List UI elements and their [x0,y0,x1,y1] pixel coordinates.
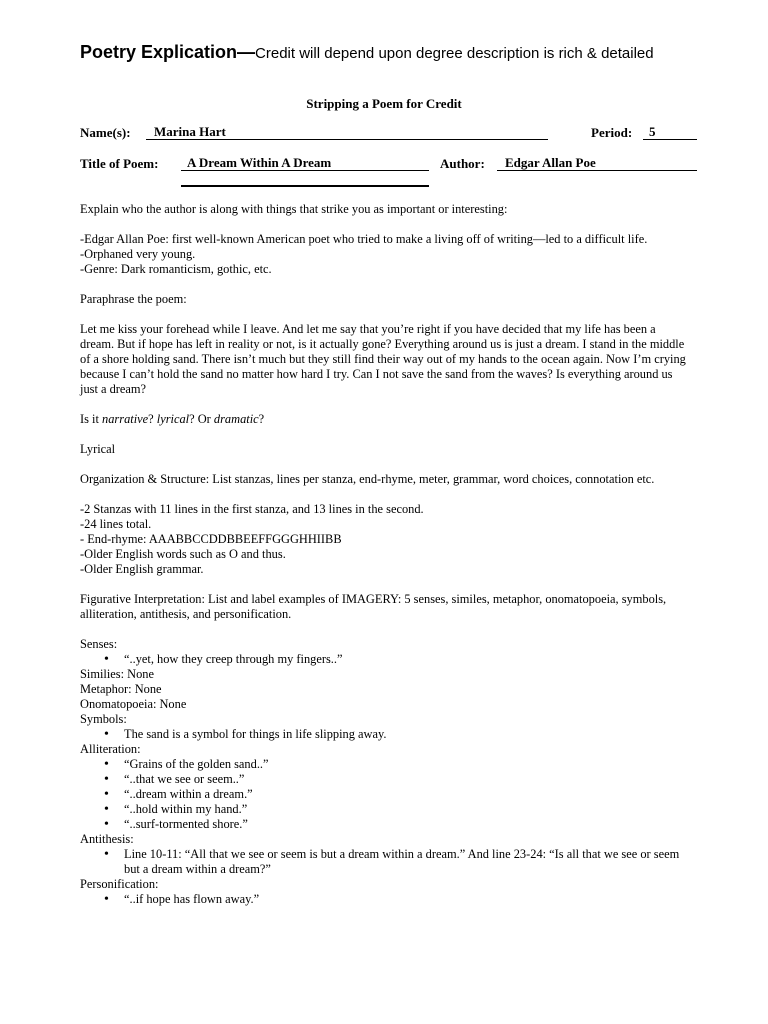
author-field[interactable] [497,155,697,171]
poem-title-value: A Dream Within A Dream [187,155,332,170]
onomatopoeia-line: Onomatopoeia: None [80,697,187,711]
type-question: Is it narrative? lyrical? Or dramatic? [80,412,265,426]
antithesis-list [80,847,690,877]
organization-note: - End-rhyme: AAABBCCDDBBEEFFGGGHHIIBB [80,532,342,546]
period-value: 5 [649,124,656,139]
author-note: -Genre: Dark romanticism, gothic, etc. [80,262,272,276]
personification-label: Personification: [80,877,159,891]
antithesis-label: Antithesis: [80,832,134,846]
title-rest: Credit will depend upon degree description is rich & detailed [255,45,654,62]
author-prompt: Explain who the author is along with things that strike you as important or interesting: [80,202,508,216]
list-item: • “..dream within a dream.” [80,787,690,802]
period-field[interactable] [643,124,697,140]
subtitle: Stripping a Poem for Credit [306,96,462,111]
names-field[interactable] [146,124,548,140]
senses-list [80,652,690,667]
symbols-list [80,727,690,742]
title-bold: Poetry Explication— [80,42,256,62]
paraphrase-text: Let me kiss your forehead while I leave. And let me say that you’re right if you have decided that my life has been a dream. But if hope has left in reality or not, is it actually gone? Everything around us is just a dream. I stand in the middle of a shore holding sand. There isn’t much but they still find their way out of my hands to the ocean again. Now I’m crying because I can’t hold the sand no matter how hard I try. Can I not save the sand from the waves? Is everything around us just a dream? [80,322,686,396]
author-note: -Edgar Allan Poe: first well-known American poet who tried to make a living off of writing—led to a difficult life. [80,232,648,246]
author-value: Edgar Allan Poe [505,155,596,170]
alliteration-list [80,757,690,832]
paraphrase-prompt: Paraphrase the poem: [80,292,187,306]
list-item: • “..hold within my hand.” [80,802,690,817]
document-body [80,202,690,907]
list-item: • Line 10-11: “All that we see or seem is but a dream within a dream.” And line 23-24: “Is all that we see or seem but a dream within a dream?” [80,847,690,877]
poem-title-field[interactable] [181,155,429,171]
symbols-label: Symbols: [80,712,127,726]
list-item: • The sand is a symbol for things in life slipping away. [80,727,690,742]
page-title [80,44,700,62]
alliteration-label: Alliteration: [80,742,141,756]
poem-title-label: Title of Poem: [80,156,159,171]
personification-list [80,892,690,907]
type-answer: Lyrical [80,442,116,456]
list-item: • “Grains of the golden sand..” [80,757,690,772]
senses-label: Senses: [80,637,118,651]
list-item: • “..yet, how they creep through my fingers..” [80,652,690,667]
organization-note: -24 lines total. [80,517,152,531]
poem-title-underline [181,185,429,187]
list-item: • “..if hope has flown away.” [80,892,690,907]
organization-note: -Older English grammar. [80,562,204,576]
author-label: Author: [440,156,485,171]
list-item: • “..that we see or seem..” [80,772,690,787]
organization-note: -2 Stanzas with 11 lines in the first stanza, and 13 lines in the second. [80,502,424,516]
similies-line: Similies: None [80,667,154,681]
author-note: -Orphaned very young. [80,247,196,261]
metaphor-line: Metaphor: None [80,682,162,696]
organization-note: -Older English words such as O and thus. [80,547,286,561]
names-label: Name(s): [80,125,131,140]
figurative-prompt: Figurative Interpretation: List and label examples of IMAGERY: 5 senses, similes, metaphor, onomatopoeia, symbols, alliteration, antithesis, and personification. [80,592,667,621]
organization-prompt: Organization & Structure: List stanzas, lines per stanza, end-rhyme, meter, grammar, word choices, connotation etc. [80,472,655,486]
names-value: Marina Hart [154,124,226,139]
period-label: Period: [591,125,633,140]
list-item: • “..surf-tormented shore.” [80,817,690,832]
